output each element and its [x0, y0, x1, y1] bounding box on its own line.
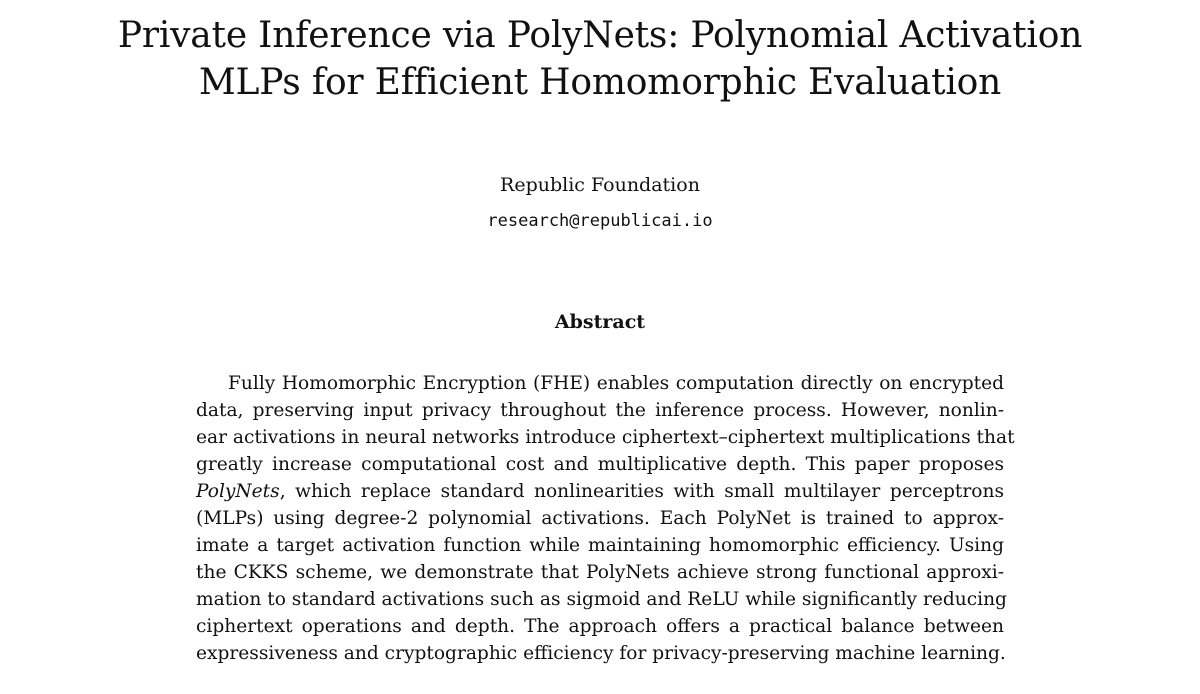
abstract-line: expressiveness and cryptographic efficiency for privacy-preserving machine learning.: [196, 643, 1006, 664]
abstract-line: data, preserving input privacy throughout the inference process. However, nonlin-: [196, 400, 1004, 421]
author-email: research@republicai.io: [487, 211, 713, 231]
author-name: Republic Foundation: [500, 174, 700, 196]
paper-title-line: Private Inference via PolyNets: Polynomial Activation: [117, 15, 1083, 56]
abstract-body: [196, 370, 1015, 667]
abstract-line-rest: , which replace standard nonlinearities with small multilayer perceptrons: [279, 481, 1004, 502]
abstract-line: the CKKS scheme, we demonstrate that PolyNets achieve strong functional approxi-: [196, 562, 1004, 583]
abstract-line: [196, 478, 1004, 505]
paper-title-line: MLPs for Efficient Homomorphic Evaluation: [198, 62, 1002, 103]
abstract-line: greatly increase computational cost and multiplicative depth. This paper proposes: [196, 454, 1004, 475]
abstract-heading: Abstract: [554, 311, 646, 333]
paper-title: [0, 12, 1200, 106]
abstract-line: ciphertext operations and depth. The approach offers a practical balance between: [196, 616, 1004, 637]
abstract-line: imate a target activation function while maintaining homomorphic efficiency. Using: [196, 535, 1004, 556]
abstract-line: Fully Homomorphic Encryption (FHE) enables computation directly on encrypted: [228, 373, 1004, 394]
abstract-line: mation to standard activations such as sigmoid and ReLU while significantly reducing: [196, 589, 1007, 610]
abstract-line: ear activations in neural networks introduce ciphertext–ciphertext multiplications that: [196, 427, 1015, 448]
abstract-line: (MLPs) using degree-2 polynomial activations. Each PolyNet is trained to approx-: [196, 508, 1004, 529]
polynets-term: PolyNets: [196, 481, 280, 502]
